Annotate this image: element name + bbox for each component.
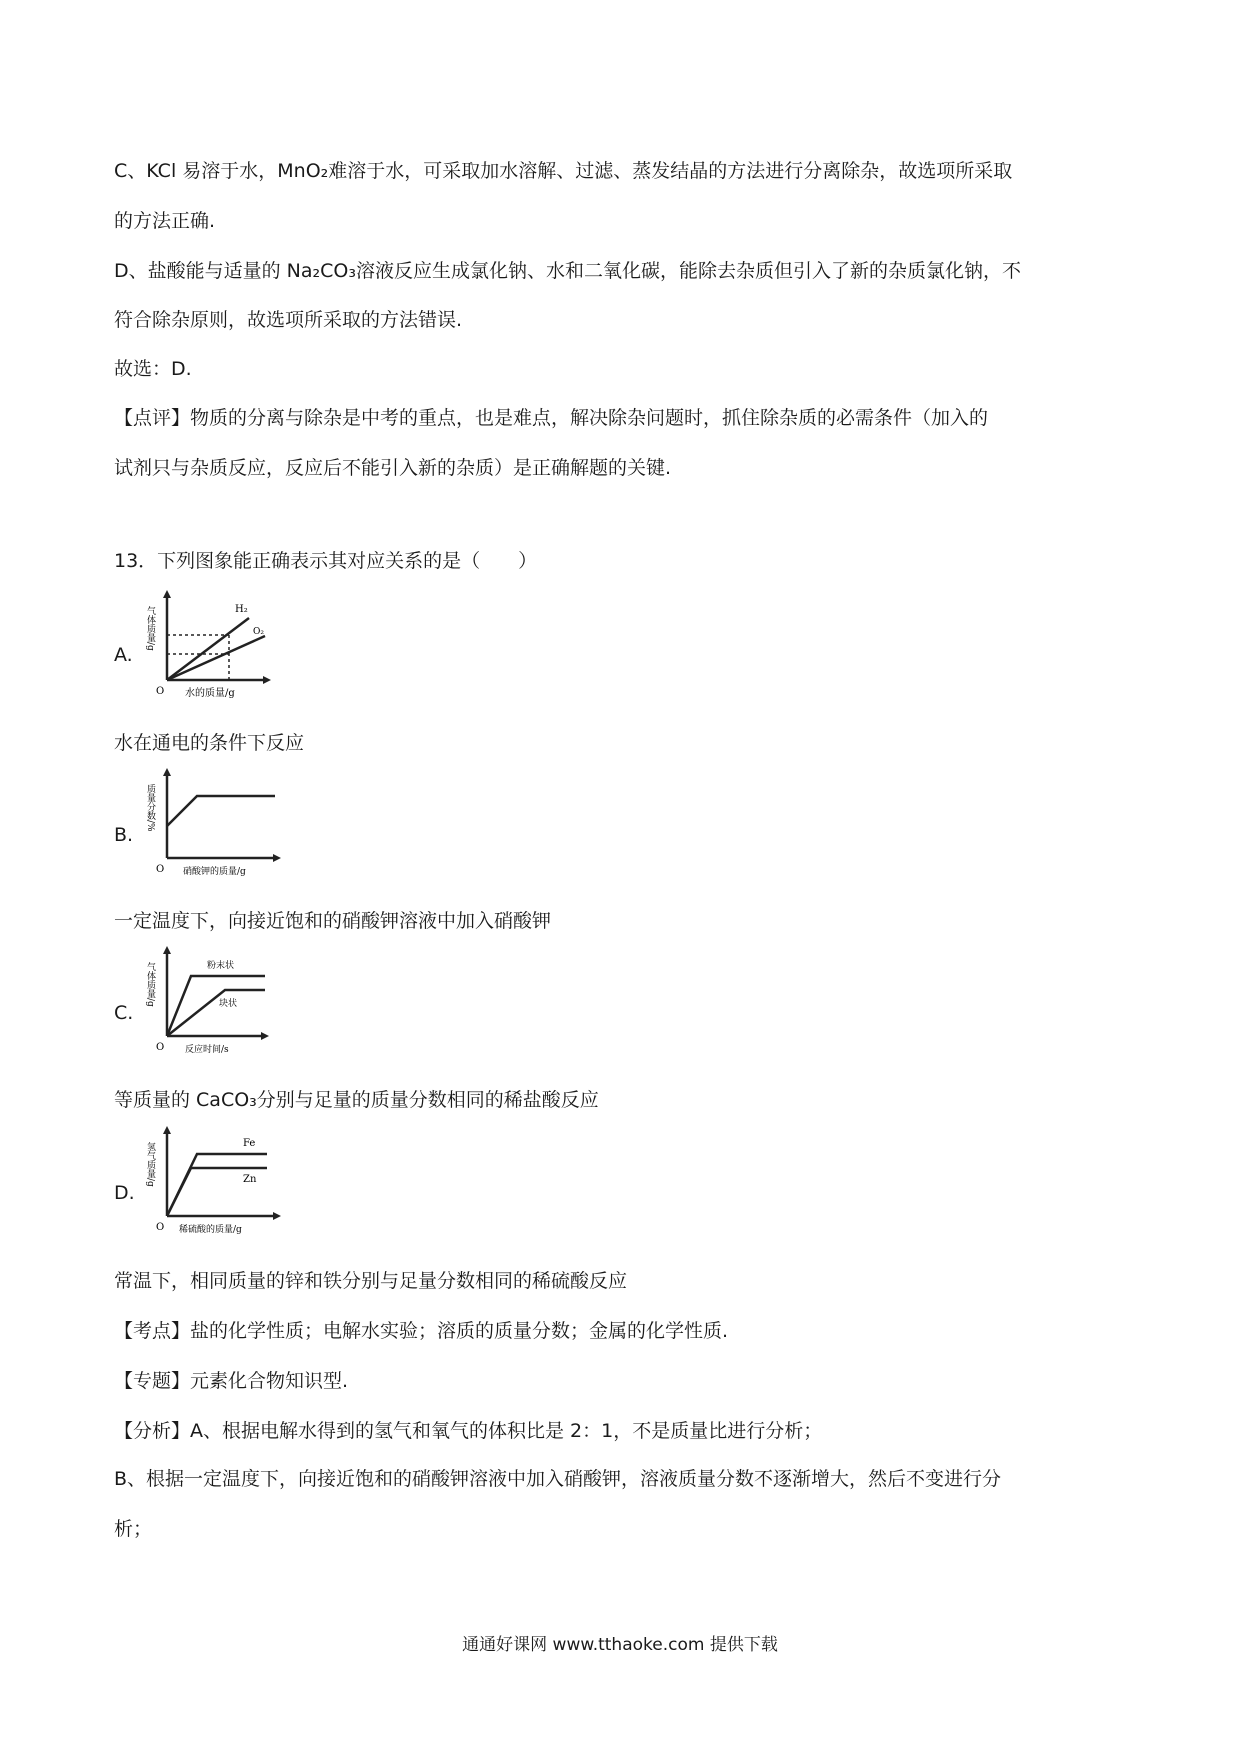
figure-d <box>145 1124 285 1236</box>
figure-d-origin: O <box>156 1222 165 1233</box>
review-line-2: 试剂只与杂质反应，反应后不能引入新的杂质）是正确解题的关键. <box>114 457 672 479</box>
caption-d: 常温下，相同质量的锌和铁分别与足量分数相同的稀硫酸反应 <box>114 1270 628 1292</box>
figure-a-origin: O <box>156 686 165 697</box>
option-b-label: B. <box>114 824 134 846</box>
figure-b <box>145 766 285 878</box>
page-footer: 通通好课网 www.tthaoke.com 提供下载 <box>462 1635 778 1655</box>
option-d-label: D. <box>114 1182 135 1204</box>
figure-a-series-h2: H₂ <box>235 604 248 615</box>
figure-c-series-powder: 粉末状 <box>207 961 235 971</box>
fenxi-line: 【分析】A、根据电解水得到的氢气和氧气的体积比是 2：1，不是质量比进行分析； <box>114 1420 823 1442</box>
caption-a: 水在通电的条件下反应 <box>114 732 305 754</box>
figure-d-y-label: 氢气质量/g <box>145 1142 155 1187</box>
figure-d-series-fe: Fe <box>243 1138 256 1149</box>
line-d1: D、盐酸能与适量的 Na₂CO₃溶液反应生成氯化钠、水和二氧化碳，能除去杂质但引入了新的杂质氯化钠，不 <box>114 260 1021 282</box>
caption-b: 一定温度下，向接近饱和的硝酸钾溶液中加入硝酸钾 <box>114 910 552 932</box>
line-c2: 的方法正确. <box>114 210 216 232</box>
figure-b-x-label: 硝酸钾的质量/g <box>183 867 246 877</box>
figure-b-curve <box>167 796 275 826</box>
kaodian-line: 【考点】盐的化学性质；电解水实验；溶质的质量分数；金属的化学性质. <box>114 1320 729 1342</box>
figure-c-y-label: 气体质量/g <box>145 962 155 1007</box>
figure-c <box>145 944 275 1056</box>
analysis-b-line-1: B、根据一定温度下，向接近饱和的硝酸钾溶液中加入硝酸钾，溶液质量分数不逐渐增大，然后不变进行分 <box>114 1468 1002 1490</box>
zhuanti-line: 【专题】元素化合物知识型. <box>114 1370 349 1392</box>
figure-a-y-label: 气体质量/g <box>145 606 155 651</box>
figure-c-origin: O <box>156 1042 165 1053</box>
line-d2: 符合除杂原则，故选项所采取的方法错误. <box>114 309 463 331</box>
review-line-1: 【点评】物质的分离与除杂是中考的重点，也是难点，解决除杂问题时，抓住除杂质的必需条件（加入的 <box>114 407 989 429</box>
figure-c-series-block: 块状 <box>219 999 238 1009</box>
figure-b-y-label: 质量分数/% <box>145 784 155 832</box>
figure-a-series-o2: O₂ <box>253 627 264 637</box>
figure-c-powder-curve <box>167 976 265 1036</box>
analysis-b-line-2: 析； <box>114 1518 153 1540</box>
figure-b-origin: O <box>156 864 165 875</box>
caption-c: 等质量的 CaCO₃分别与足量的质量分数相同的稀盐酸反应 <box>114 1089 599 1111</box>
figure-a <box>145 588 275 700</box>
figure-c-x-label: 反应时间/s <box>185 1045 229 1055</box>
question-13: 13．下列图象能正确表示其对应关系的是（ ） <box>114 550 538 572</box>
answer-line: 故选：D. <box>114 358 192 380</box>
option-c-label: C. <box>114 1002 134 1024</box>
figure-d-x-label: 稀硫酸的质量/g <box>179 1225 242 1235</box>
line-c1: C、KCl 易溶于水，MnO₂难溶于水，可采取加水溶解、过滤、蒸发结晶的方法进行分离除杂，故选项所采取 <box>114 160 1013 182</box>
figure-a-x-label: 水的质量/g <box>185 688 235 699</box>
option-a-label: A. <box>114 644 133 666</box>
figure-d-series-zn: Zn <box>243 1174 257 1185</box>
